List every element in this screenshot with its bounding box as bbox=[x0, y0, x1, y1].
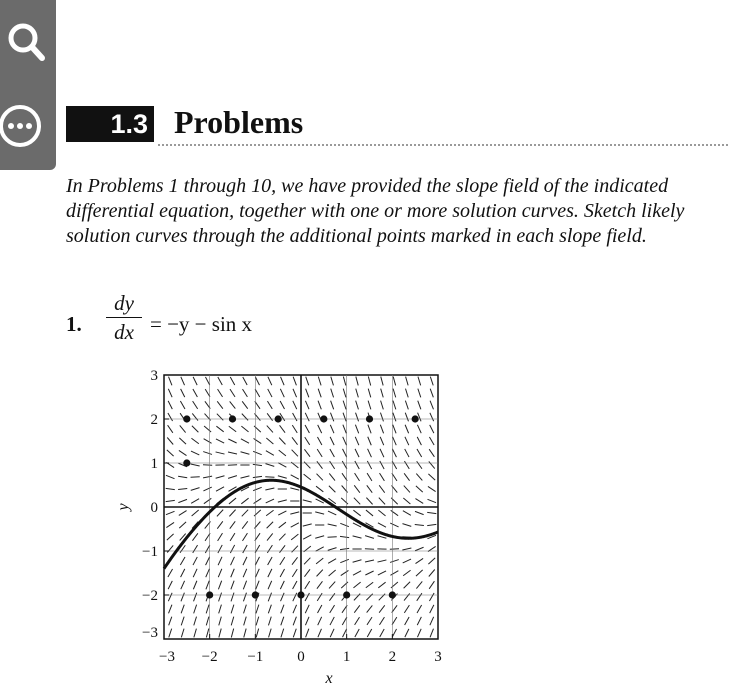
marked-point bbox=[412, 415, 419, 422]
intro-paragraph: In Problems 1 through 10, we have provided the slope field of the indicated differential equation, together with one or more solution curves. Sketch likely solution curves through the additional points marked in each slope field. bbox=[66, 175, 685, 247]
y-tick-label: 2 bbox=[150, 412, 158, 428]
y-tick-label: −2 bbox=[142, 588, 158, 604]
y-tick-label: 1 bbox=[150, 456, 158, 472]
x-tick-label: −3 bbox=[159, 649, 175, 665]
y-axis-label: y bbox=[115, 503, 132, 511]
marked-point bbox=[297, 591, 304, 598]
marked-point bbox=[275, 415, 282, 422]
slope-segment bbox=[203, 465, 212, 466]
marked-point bbox=[320, 415, 327, 422]
marked-point bbox=[366, 415, 373, 422]
y-tick-label: 3 bbox=[150, 368, 158, 384]
marked-point bbox=[252, 591, 259, 598]
x-tick-label: −2 bbox=[201, 649, 218, 665]
marked-point bbox=[206, 591, 213, 598]
equation-rhs: = −y − sin x bbox=[150, 312, 253, 336]
marked-point bbox=[183, 459, 190, 466]
y-tick-label: 0 bbox=[150, 500, 158, 516]
y-tick-label: −1 bbox=[142, 544, 158, 560]
x-tick-label: 0 bbox=[297, 649, 305, 665]
section-title: Problems bbox=[174, 104, 304, 140]
x-tick-label: −1 bbox=[247, 649, 264, 665]
x-tick-label: 3 bbox=[434, 649, 442, 665]
problem-number: 1. bbox=[66, 312, 82, 336]
marked-point bbox=[229, 415, 236, 422]
y-tick-label: −3 bbox=[142, 625, 158, 641]
marked-point bbox=[183, 415, 190, 422]
x-tick-label: 2 bbox=[388, 649, 397, 665]
marked-point bbox=[343, 591, 350, 598]
section-number: 1.3 bbox=[66, 106, 154, 142]
x-axis-label: x bbox=[325, 670, 333, 687]
x-tick-label: 1 bbox=[342, 649, 351, 665]
marked-point bbox=[389, 591, 396, 598]
slope-segment bbox=[390, 549, 399, 550]
fraction-numerator: dy bbox=[114, 291, 134, 315]
fraction-denominator: dx bbox=[114, 320, 134, 344]
